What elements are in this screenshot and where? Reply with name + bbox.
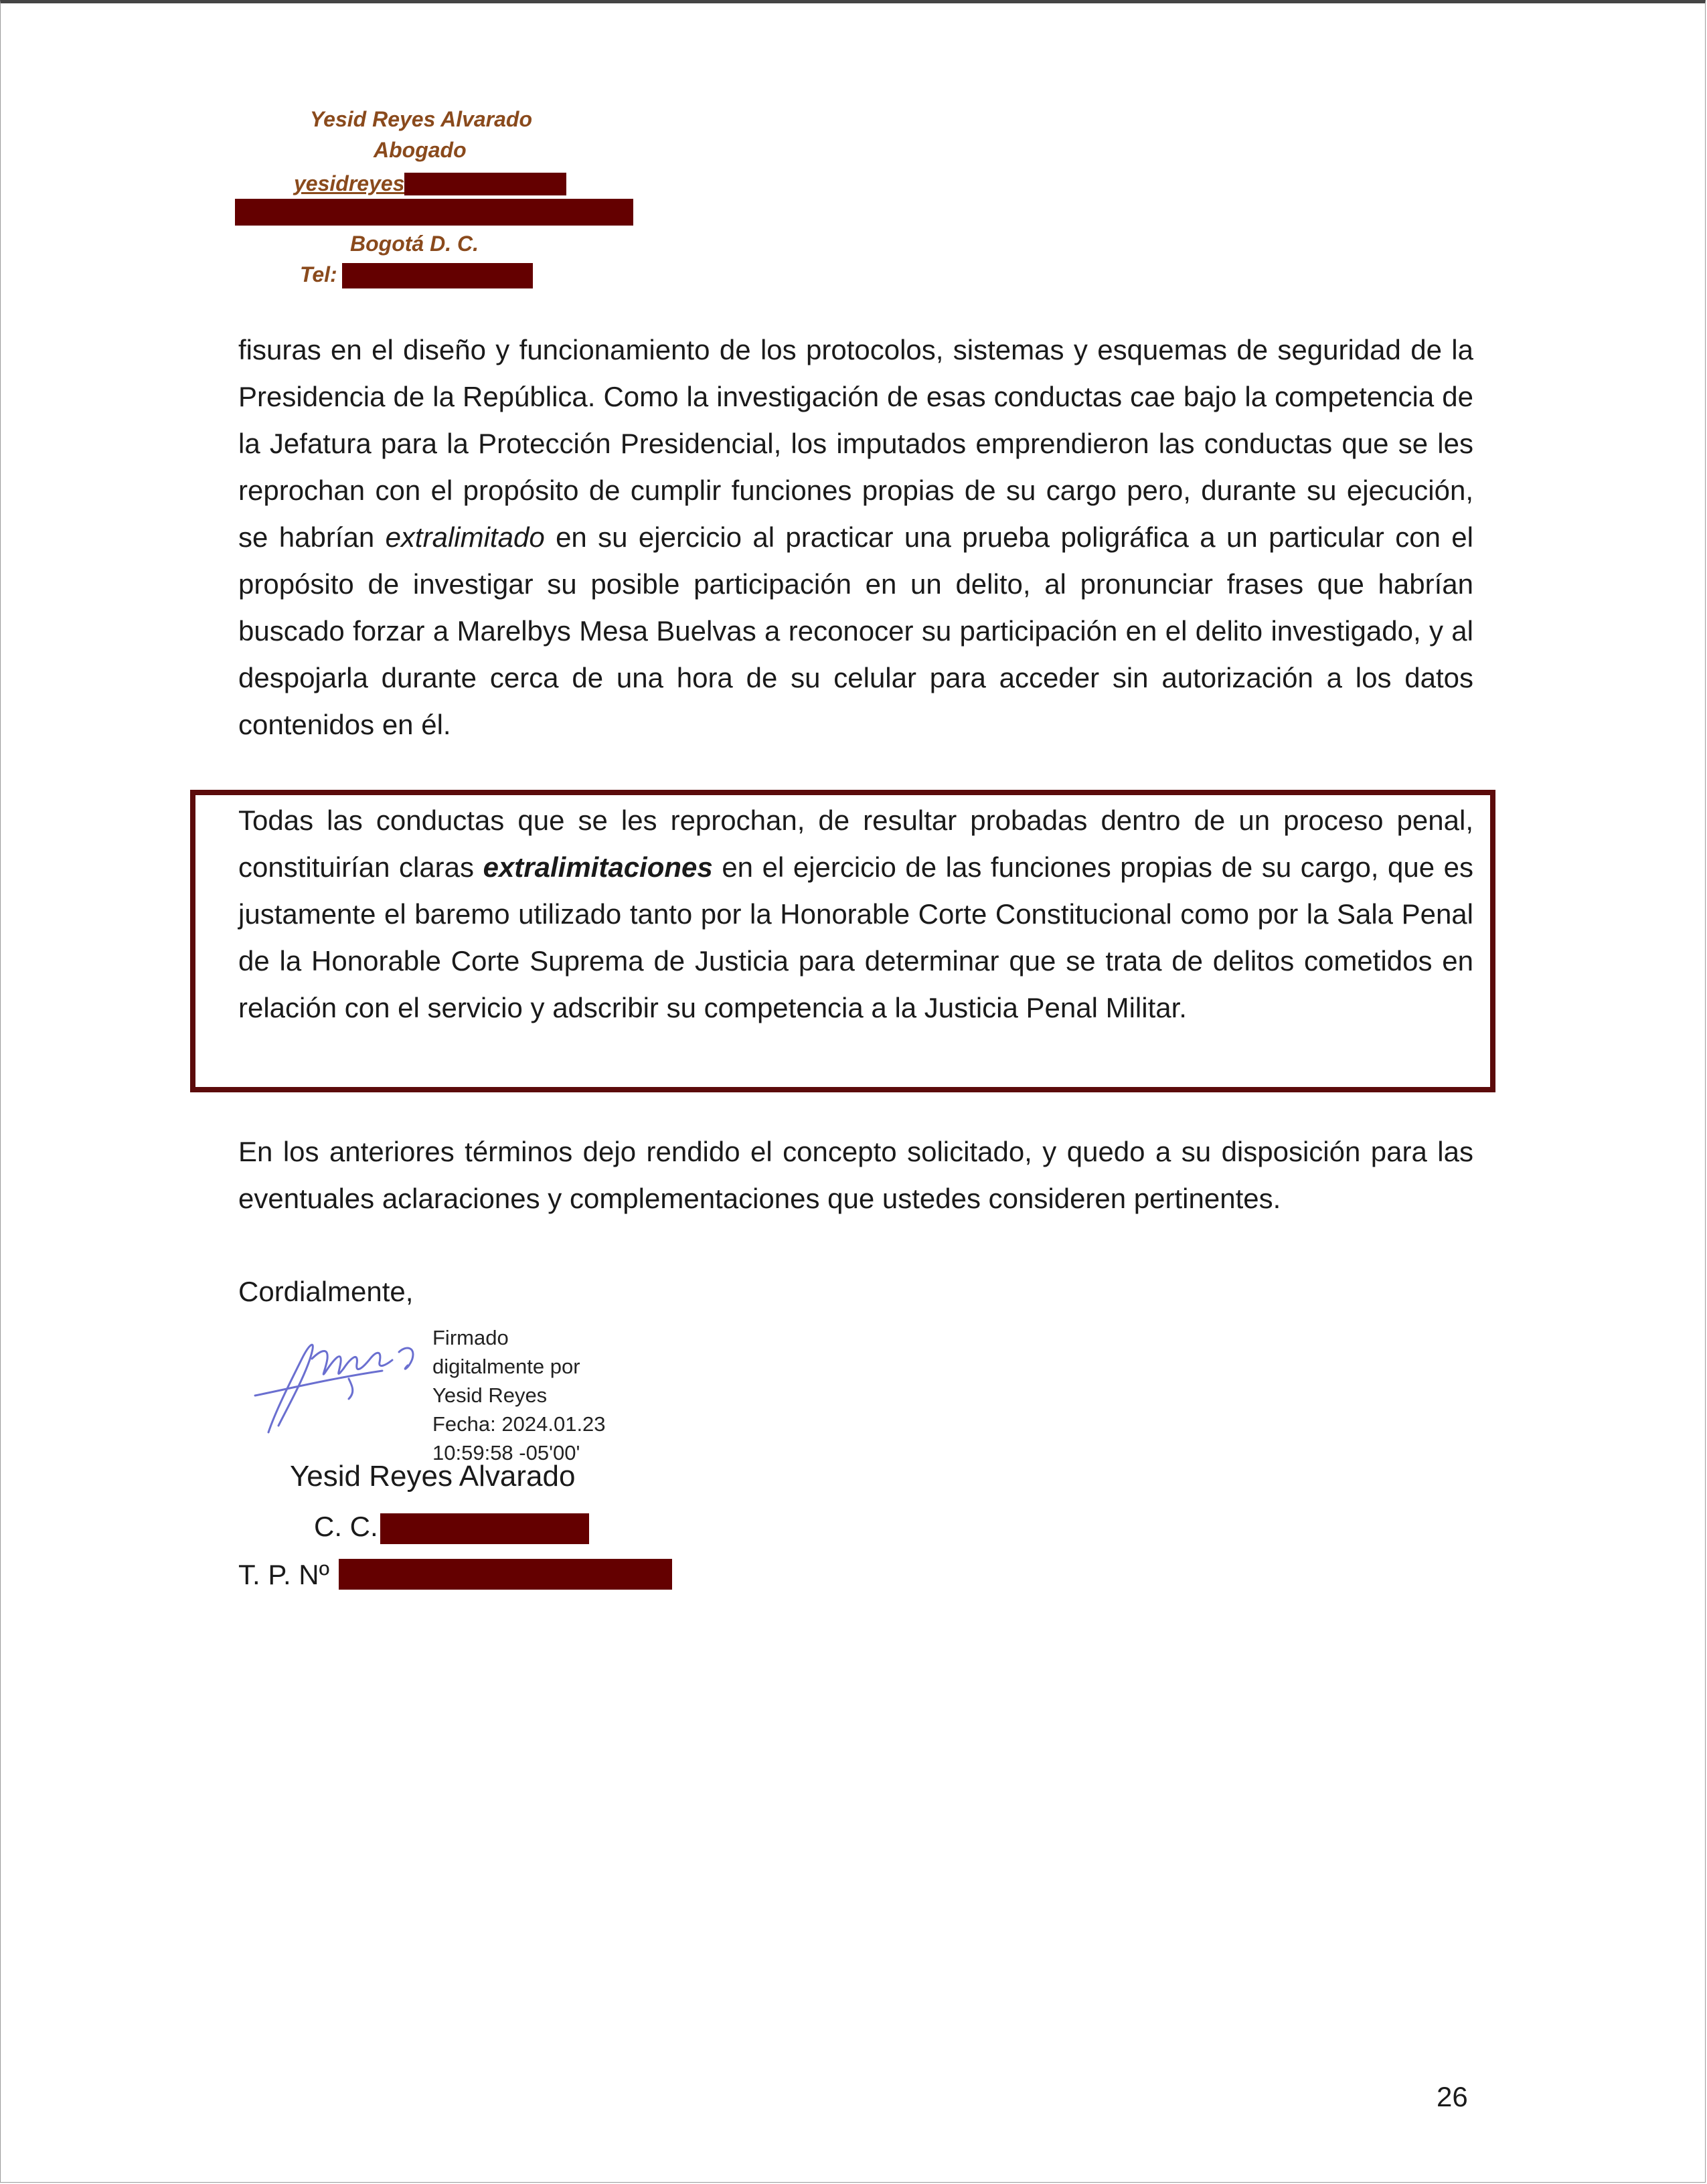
redacted-address [235, 199, 633, 226]
paragraph-1-text: fisuras en el diseño y funcionamiento de los protocolos, sistemas y esquemas de seguridad de la Presidencia de la República. Como la investigación de esas conductas cae bajo la competencia de la Jefatura para la Protección Presidencial, los imputados emprendieron las conductas que se les reprochan con el propósito de cumplir funciones propias de su cargo pero, durante su ejecución, se habrían [238, 334, 1473, 553]
letterhead-email: yesidreyes [294, 171, 405, 195]
page-number: 26 [1437, 2081, 1468, 2112]
signature-meta-line: 10:59:58 -05'00' [432, 1441, 580, 1464]
tp-label: T. P. Nº [238, 1559, 329, 1590]
signature-meta-line: digitalmente por [432, 1355, 580, 1378]
signature-meta-line: Fecha: 2024.01.23 [432, 1412, 606, 1436]
paragraph-1-emphasis: extralimitado [385, 521, 545, 553]
paragraph-2 [238, 797, 1473, 1031]
letterhead-profession: Abogado [374, 138, 467, 162]
paragraph-2-emphasis: extralimitaciones [483, 851, 713, 883]
redacted-phone [342, 263, 533, 288]
letterhead-city: Bogotá D. C. [350, 232, 479, 256]
handwritten-signature [248, 1332, 429, 1446]
redacted-cc [380, 1513, 589, 1544]
digital-signature-info [432, 1323, 606, 1467]
paragraph-1 [238, 327, 1473, 748]
letterhead-name: Yesid Reyes Alvarado [310, 107, 533, 131]
paragraph-2-tail: en el ejercicio de las funciones propias de su cargo, que es justamente el baremo utilizado tanto por la Honorable Corte Constitucional como por la Sala Penal de la Honorable Corte Suprema de Justicia para determinar que se trata de delitos cometidos en relación con el servicio y adscribir su competencia a la Justicia Penal Militar. [238, 851, 1473, 1023]
redacted-email [404, 173, 566, 195]
cc-label: C. C. [314, 1511, 378, 1542]
closing: Cordialmente, [238, 1276, 414, 1307]
letterhead-tel-label: Tel: [300, 262, 337, 286]
signature-meta-line: Firmado [432, 1326, 509, 1349]
signer-name: Yesid Reyes Alvarado [290, 1460, 576, 1493]
paragraph-3: En los anteriores términos dejo rendido el concepto solicitado, y quedo a su disposición para las eventuales aclaraciones y complementaciones que ustedes consideren pertinentes. [238, 1136, 1473, 1214]
paragraph-1-tail: en su ejercicio al practicar una prueba poligráfica a un particular con el propósito de investigar su posible participación en un delito, al pronunciar frases que habrían buscado forzar a Marelbys Mesa Buelvas a reconocer su participación en el delito investigado, y al despojarla durante cerca de una hora de su celular para acceder sin autorización a los datos contenidos en él. [238, 521, 1473, 740]
paragraph-2-text: Todas las conductas que se les reprochan, de resultar probadas dentro de un proceso penal, constituirían claras [238, 805, 1473, 883]
signature-meta-line: Yesid Reyes [432, 1383, 548, 1407]
redacted-tp [339, 1559, 672, 1590]
